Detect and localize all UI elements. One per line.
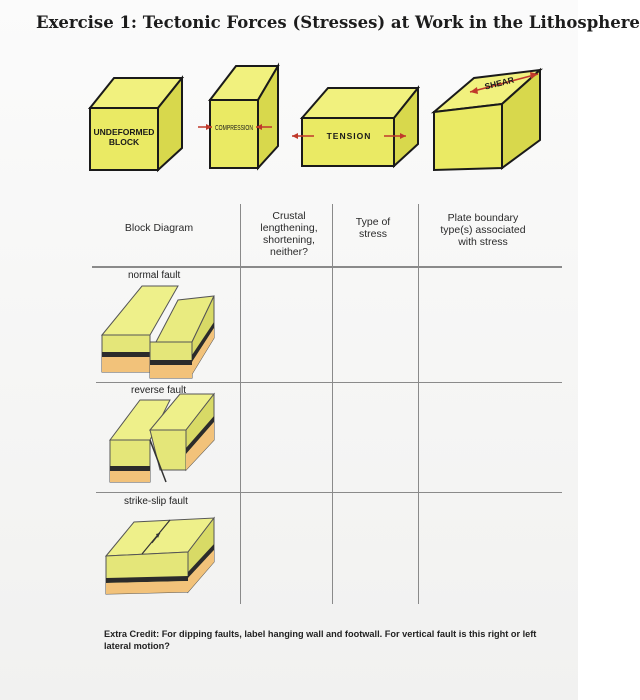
tension-label: TENSION bbox=[326, 131, 372, 141]
reverse-fault-diagram bbox=[110, 394, 214, 482]
row-label-reverse-fault: reverse fault bbox=[131, 385, 187, 396]
header-crustal-line1: Crustal bbox=[272, 210, 306, 222]
extra-credit-text: For dipping faults, label hanging wall and footwall. For vertical fault is this right or left lateral motion? bbox=[104, 629, 537, 651]
header-crustal-line4: neither? bbox=[270, 246, 308, 258]
extra-credit-note bbox=[104, 628, 564, 652]
undeformed-label-line1: UNDEFORMED bbox=[93, 127, 155, 137]
page-title: Exercise 1: Tectonic Forces (Stresses) at Work in the Lithosphere bbox=[36, 13, 640, 32]
header-crustal-line3: shortening, bbox=[263, 234, 315, 246]
shear-label: SHEAR bbox=[483, 74, 515, 92]
header-stress-type-line1: Type of bbox=[355, 216, 391, 228]
strike-slip-fault-diagram bbox=[106, 518, 214, 594]
header-plate-boundary-line1: Plate boundary bbox=[447, 212, 519, 224]
normal-fault-diagram bbox=[102, 286, 214, 378]
header-plate-boundary-line3: with stress bbox=[458, 236, 508, 248]
row-label-normal-fault: normal fault bbox=[128, 270, 181, 281]
compression-label: COMPRESSION bbox=[215, 125, 253, 132]
header-stress-type-line2: stress bbox=[358, 228, 387, 240]
undeformed-label-line2: BLOCK bbox=[108, 137, 140, 147]
extra-credit-prefix: Extra Credit: bbox=[104, 629, 160, 639]
header-crustal-line2: lengthening, bbox=[260, 222, 318, 234]
header-plate-boundary-line2: type(s) associated bbox=[440, 224, 526, 236]
header-block-diagram-text: Block Diagram bbox=[124, 222, 194, 234]
row-label-strike-slip-fault: strike-slip fault bbox=[124, 496, 188, 507]
